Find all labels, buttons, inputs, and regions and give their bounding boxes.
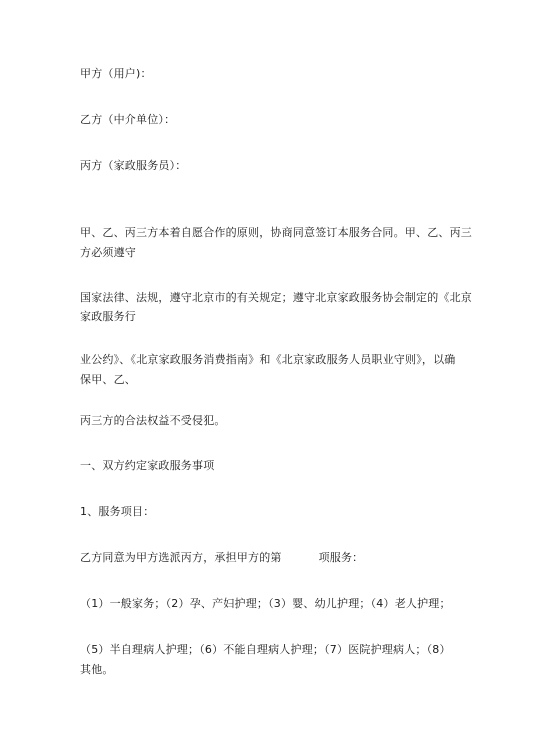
- item-heading: 1、服务项目：: [80, 505, 155, 518]
- paragraph-line: 保甲、乙、: [80, 373, 136, 386]
- section-heading: 一、双方约定家政服务事项: [80, 459, 215, 472]
- service-intro: 乙方同意为甲方选派丙方，承担甲方的第 项服务：: [80, 551, 364, 564]
- paragraph-line: 甲、乙、丙三方本着自愿合作的原则，协商同意签订本服务合同。甲、乙、丙三: [80, 226, 472, 239]
- options-line: 其他。: [80, 663, 114, 676]
- options-line: （1）一般家务；（2）孕、产妇护理；（3）婴、幼儿护理；（4）老人护理；: [80, 597, 451, 610]
- party-c-label: 丙方（家政服务员）：: [80, 159, 187, 172]
- paragraph-line: 业公约》、《北京家政服务消费指南》和《北京家政服务人员职业守则》，以确: [80, 353, 456, 366]
- paragraph-line: 国家法律、法规，遵守北京市的有关规定；遵守北京家政服务协会制定的《北京: [80, 291, 472, 304]
- paragraph-line: 方必须遵守: [80, 246, 136, 259]
- party-a-label: 甲方（用户)：: [80, 67, 152, 80]
- options-line: （5）半自理病人护理；（6）不能自理病人护理；（7）医院护理病人；（8）: [80, 643, 451, 656]
- party-b-label: 乙方（中介单位）：: [80, 113, 176, 126]
- paragraph-line: 丙三方的合法权益不受侵犯。: [80, 414, 226, 427]
- paragraph-line: 家政服务行: [80, 310, 136, 323]
